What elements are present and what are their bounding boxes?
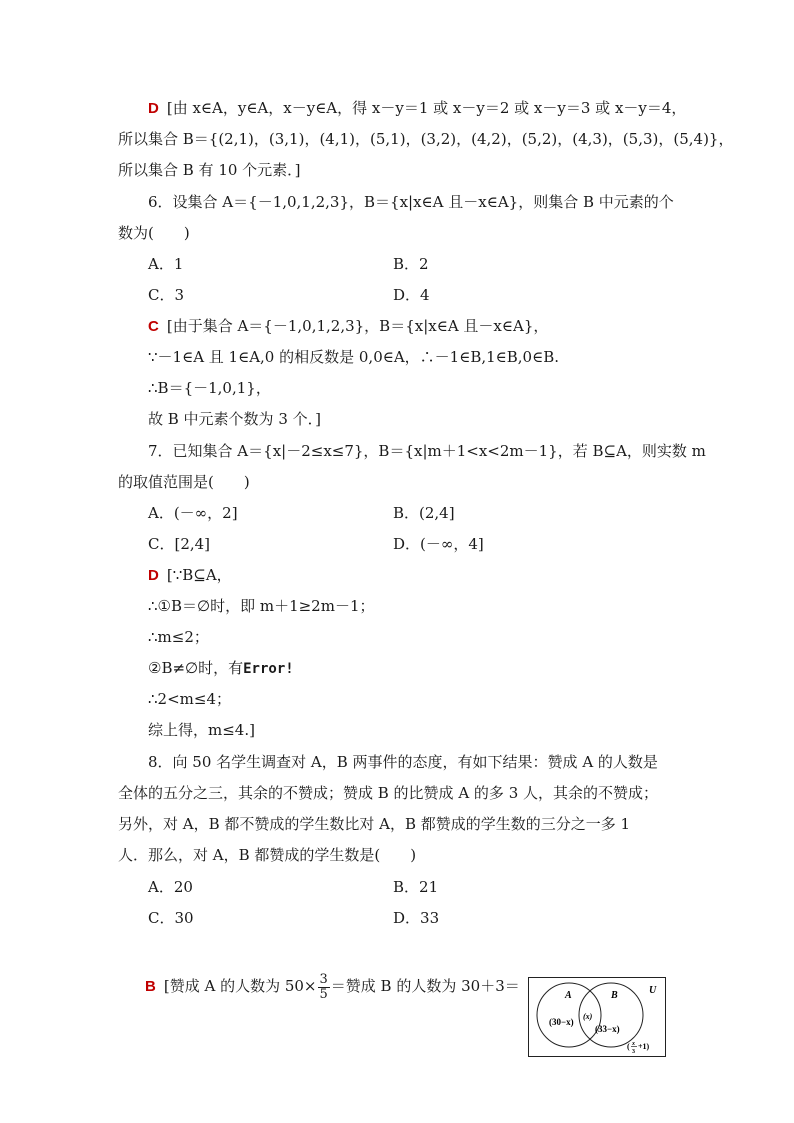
q7-option-a: A．(－∞，2]: [148, 504, 238, 522]
venn-diagram: [528, 977, 666, 1057]
venn-svg: [529, 978, 665, 1056]
q6-option-b: B．2: [393, 255, 429, 273]
region-a-only: (30−x): [549, 1017, 574, 1027]
region-b-only: (33−x): [595, 1024, 620, 1034]
fraction-denominator: 5: [319, 986, 328, 1002]
q8-stem-line-3: 另外，对 A，B 都不赞成的学生数比对 A，B 都赞成的学生数的三分之一多 1: [118, 815, 631, 833]
q6-solution-line-2: ∵－1∈A 且 1∈A,0 的相反数是 0,0∈A，∴－1∈B,1∈B,0∈B.: [148, 348, 559, 366]
solution-text: ＝赞成 B 的人数为 30＋3＝: [330, 977, 520, 995]
region-a-and-b: (x): [583, 1012, 593, 1021]
solution-text: [∵B⊆A，: [166, 566, 232, 584]
outside-fraction-numerator: x: [632, 1041, 635, 1047]
q7-stem-line-1: 7．已知集合 A＝{x|－2≤x≤7}，B＝{x|m＋1<x<2m－1}，若 B⊆A，则实数 m: [148, 442, 706, 460]
q7-option-c: C．[2,4]: [148, 535, 211, 553]
q6-stem-line-1: 6．设集合 A＝{－1,0,1,2,3}，B＝{x|x∈A 且－x∈A}，则集合 B 中元素的个: [148, 193, 674, 211]
q6-option-d: D．4: [393, 286, 430, 304]
q8-stem-line-4: 人．那么，对 A，B 都赞成的学生数是( ): [118, 846, 417, 864]
q8-solution-line-1: [145, 966, 520, 1007]
set-b-label: B: [611, 990, 618, 1001]
solution-text: [赞成 A 的人数为 50×: [163, 977, 317, 995]
q7-solution-line-2: ∴①B＝∅时，即 m＋1≥2m－1；: [148, 597, 375, 615]
outside-suffix: +1): [638, 1042, 650, 1051]
q7-solution-line-6: 综上得，m≤4.]: [148, 721, 255, 739]
fraction-three-fifths: [318, 973, 330, 1002]
q5-solution-line-1: [148, 97, 686, 120]
solution-text: [由于集合 A＝{－1,0,1,2,3}，B＝{x|x∈A 且－x∈A}，: [166, 317, 549, 335]
solution-text: ②B≠∅时，有: [148, 659, 244, 677]
set-a-label: A: [565, 990, 572, 1001]
q8-option-c: C．30: [148, 909, 194, 927]
q7-solution-line-1: [148, 564, 232, 587]
fraction-numerator: 3: [319, 971, 328, 987]
q6-option-a: A．1: [148, 255, 184, 273]
q6-solution-line-3: ∴B＝{－1,0,1}，: [148, 379, 271, 397]
q7-solution-line-5: ∴2<m≤4；: [148, 690, 231, 708]
solution-text: [由 x∈A，y∈A，x－y∈A，得 x－y＝1 或 x－y＝2 或 x－y＝3 或 x－y＝4，: [166, 99, 687, 117]
region-outside: [627, 1041, 650, 1055]
q8-stem-line-2: 全体的五分之三，其余的不赞成；赞成 B 的比赞成 A 的多 3 人，其余的不赞成；: [118, 784, 659, 802]
answer-letter: C: [148, 318, 159, 335]
q6-solution-line-1: [148, 315, 548, 338]
outside-fraction-denominator: 3: [632, 1049, 635, 1055]
answer-letter: D: [148, 567, 159, 584]
q7-option-d: D．(－∞，4]: [393, 535, 484, 553]
answer-letter: B: [145, 978, 156, 995]
error-text: Error!: [243, 661, 294, 677]
outside-open-paren: (: [627, 1042, 630, 1051]
q7-solution-line-3: ∴m≤2；: [148, 628, 209, 646]
q8-option-a: A．20: [148, 878, 193, 896]
q5-solution-line-2: 所以集合 B＝{(2,1)，(3,1)，(4,1)，(5,1)，(3,2)，(4,2)，(5,2)，(4,3)，(5,3)，(5,4)}，: [118, 130, 734, 148]
q6-solution-line-4: 故 B 中元素个数为 3 个．]: [148, 410, 321, 428]
q7-stem-line-2: 的取值范围是( ): [118, 473, 250, 491]
answer-letter: D: [148, 100, 159, 117]
q8-option-d: D．33: [393, 909, 440, 927]
q5-solution-line-3: 所以集合 B 有 10 个元素．]: [118, 161, 301, 179]
q6-stem-line-2: 数为( ): [118, 224, 190, 242]
q7-option-b: B．(2,4]: [393, 504, 455, 522]
q8-option-b: B．21: [393, 878, 439, 896]
universe-label: U: [649, 985, 657, 996]
q6-option-c: C．3: [148, 286, 185, 304]
q8-stem-line-1: 8．向 50 名学生调查对 A，B 两事件的态度，有如下结果：赞成 A 的人数是: [148, 753, 658, 771]
q7-solution-line-4: [148, 657, 294, 680]
